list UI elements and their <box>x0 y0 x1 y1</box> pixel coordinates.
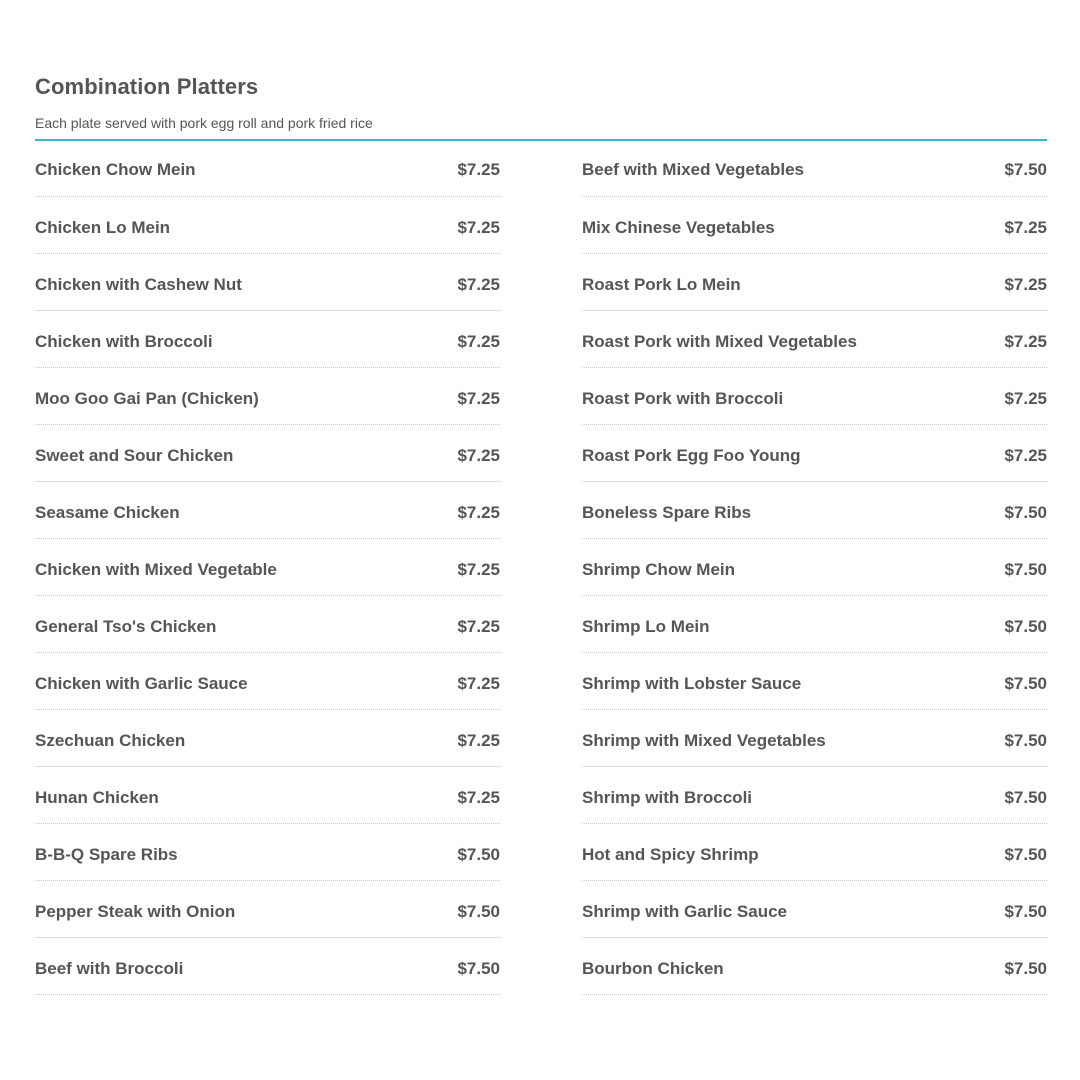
menu-item-price: $7.25 <box>457 160 500 179</box>
menu-item-name: Chicken Chow Mein <box>35 160 196 179</box>
menu-item[interactable] <box>35 824 500 881</box>
menu-item-name: Pepper Steak with Onion <box>35 902 236 921</box>
menu-item-name: Moo Goo Gai Pan (Chicken) <box>35 389 259 408</box>
menu-item-name: Beef with Mixed Vegetables <box>582 160 805 179</box>
menu-item-name: Seasame Chicken <box>35 503 180 522</box>
menu-item-name: Shrimp with Broccoli <box>582 788 753 807</box>
menu-item-price: $7.25 <box>1004 389 1047 408</box>
menu-item-price: $7.50 <box>1004 731 1047 750</box>
menu-item-name: General Tso's Chicken <box>35 617 217 636</box>
menu-item[interactable] <box>35 141 500 197</box>
menu-item-name: Hunan Chicken <box>35 788 159 807</box>
menu-item-name: Sweet and Sour Chicken <box>35 446 234 465</box>
menu-item-price: $7.25 <box>1004 218 1047 237</box>
menu-item-name: Shrimp Chow Mein <box>582 560 735 579</box>
section-title: Combination Platters <box>35 74 259 99</box>
menu-item-price: $7.25 <box>1004 332 1047 351</box>
menu-item-price: $7.50 <box>457 845 500 864</box>
menu-item-name: Chicken with Cashew Nut <box>35 275 242 294</box>
menu-item-price: $7.25 <box>457 674 500 693</box>
menu-item-name: B-B-Q Spare Ribs <box>35 845 178 864</box>
menu-item[interactable] <box>582 141 1047 197</box>
menu-item-price: $7.25 <box>457 389 500 408</box>
menu-item[interactable] <box>35 710 500 767</box>
menu-item-price: $7.25 <box>457 560 500 579</box>
menu-item[interactable] <box>582 254 1047 311</box>
menu-item[interactable] <box>35 767 500 824</box>
menu-item-name: Boneless Spare Ribs <box>582 503 752 522</box>
menu-item-price: $7.50 <box>1004 845 1047 864</box>
menu-item-price: $7.50 <box>457 902 500 921</box>
menu-item-price: $7.25 <box>457 503 500 522</box>
menu-item[interactable] <box>582 653 1047 710</box>
menu-item-name: Bourbon Chicken <box>582 959 724 978</box>
menu-item-price: $7.25 <box>457 275 500 294</box>
menu-item-price: $7.25 <box>1004 446 1047 465</box>
menu-item-name: Shrimp with Lobster Sauce <box>582 674 802 693</box>
menu-item-name: Chicken Lo Mein <box>35 218 171 237</box>
menu-item[interactable] <box>35 539 500 596</box>
menu-item[interactable] <box>35 311 500 368</box>
menu-item[interactable] <box>582 482 1047 539</box>
menu-section-combination-platters <box>35 70 1047 1001</box>
menu-item-price: $7.25 <box>457 332 500 351</box>
menu-item-price: $7.50 <box>1004 959 1047 978</box>
menu-item[interactable] <box>582 767 1047 824</box>
menu-column-right <box>582 141 1047 995</box>
menu-item-price: $7.25 <box>457 446 500 465</box>
menu-columns <box>35 141 1047 1001</box>
menu-item[interactable] <box>582 710 1047 767</box>
menu-item[interactable] <box>35 596 500 653</box>
menu-item-name: Hot and Spicy Shrimp <box>582 845 759 864</box>
menu-item-name: Chicken with Garlic Sauce <box>35 674 248 693</box>
menu-item-name: Roast Pork with Mixed Vegetables <box>582 332 857 351</box>
menu-item[interactable] <box>35 425 500 482</box>
menu-item[interactable] <box>582 197 1047 254</box>
menu-item-name: Shrimp with Mixed Vegetables <box>582 731 826 750</box>
menu-item-name: Beef with Broccoli <box>35 959 184 978</box>
menu-item-name: Chicken with Mixed Vegetable <box>35 560 277 579</box>
menu-item-price: $7.25 <box>457 731 500 750</box>
menu-item-price: $7.50 <box>1004 902 1047 921</box>
menu-item-name: Shrimp Lo Mein <box>582 617 710 636</box>
menu-item-name: Roast Pork Lo Mein <box>582 275 741 294</box>
menu-column-left <box>35 141 500 995</box>
menu-item-name: Chicken with Broccoli <box>35 332 213 351</box>
menu-item-price: $7.50 <box>1004 788 1047 807</box>
section-subtitle: Each plate served with pork egg roll and pork fried rice <box>35 115 373 131</box>
menu-item-price: $7.50 <box>1004 560 1047 579</box>
menu-item[interactable] <box>582 938 1047 995</box>
menu-item[interactable] <box>35 254 500 311</box>
menu-item-name: Mix Chinese Vegetables <box>582 218 775 237</box>
menu-item[interactable] <box>35 938 500 995</box>
menu-item-price: $7.50 <box>1004 503 1047 522</box>
menu-item-price: $7.25 <box>457 617 500 636</box>
menu-item[interactable] <box>35 653 500 710</box>
menu-item-price: $7.25 <box>1004 275 1047 294</box>
menu-item[interactable] <box>35 482 500 539</box>
menu-item[interactable] <box>35 368 500 425</box>
menu-item-price: $7.50 <box>1004 617 1047 636</box>
menu-item[interactable] <box>582 824 1047 881</box>
menu-item[interactable] <box>582 881 1047 938</box>
menu-item[interactable] <box>582 596 1047 653</box>
menu-item[interactable] <box>582 539 1047 596</box>
menu-item-price: $7.50 <box>457 959 500 978</box>
menu-item[interactable] <box>35 881 500 938</box>
menu-item[interactable] <box>582 368 1047 425</box>
menu-item-name: Shrimp with Garlic Sauce <box>582 902 788 921</box>
menu-item-name: Roast Pork Egg Foo Young <box>582 446 801 465</box>
menu-item-price: $7.50 <box>1004 674 1047 693</box>
menu-item-name: Szechuan Chicken <box>35 731 186 750</box>
menu-item[interactable] <box>582 311 1047 368</box>
menu-item-price: $7.25 <box>457 788 500 807</box>
menu-item-name: Roast Pork with Broccoli <box>582 389 784 408</box>
menu-item-price: $7.25 <box>457 218 500 237</box>
menu-item-price: $7.50 <box>1004 160 1047 179</box>
menu-item[interactable] <box>582 425 1047 482</box>
menu-item[interactable] <box>35 197 500 254</box>
